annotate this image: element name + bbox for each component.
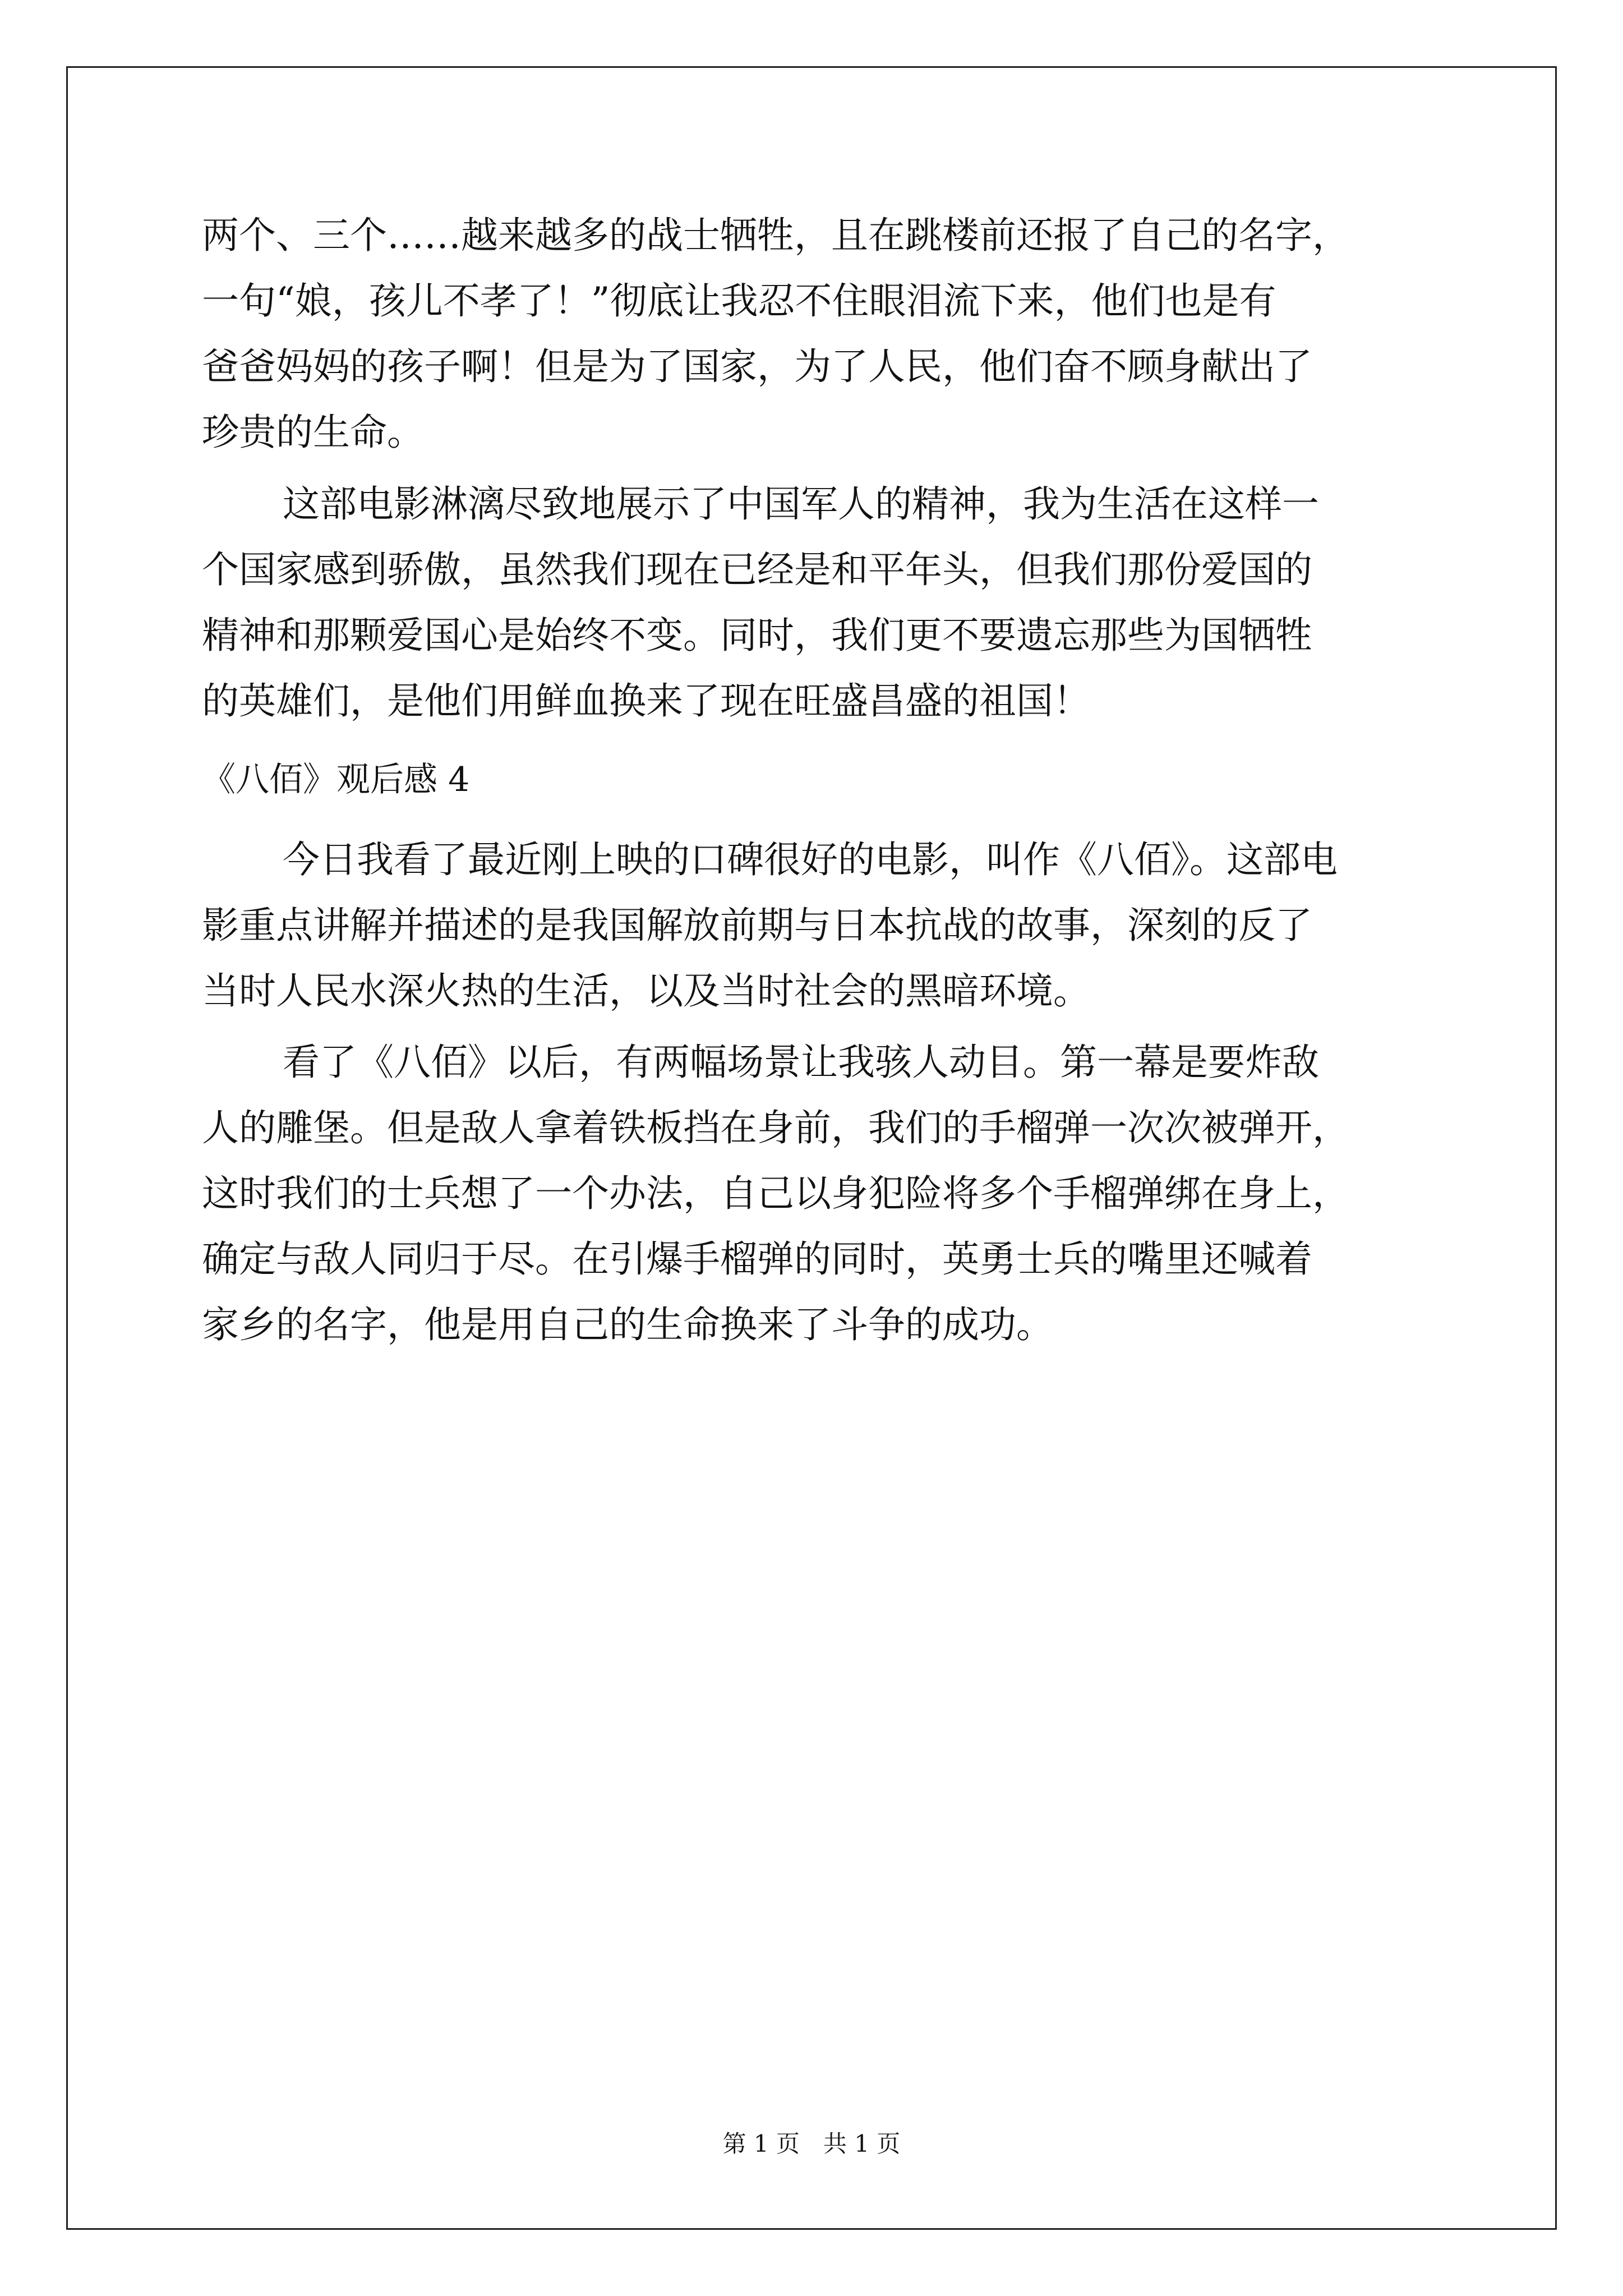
- paragraph-line: 珍贵的生命。: [202, 411, 424, 454]
- paragraph-line: 这部电影淋漓尽致地展示了中国军人的精神，我为生活在这样一: [283, 482, 1319, 526]
- paragraph-line: 影重点讲解并描述的是我国解放前期与日本抗战的故事，深刻的反了: [202, 904, 1312, 947]
- paragraph-line: 当时人民水深火热的生活，以及当时社会的黑暗环境。: [202, 969, 1090, 1013]
- paragraph-line: 这时我们的士兵想了一个办法，自己以身犯险将多个手榴弹绑在身上，: [202, 1172, 1349, 1215]
- paragraph-line: 人的雕堡。但是敌人拿着铁板挡在身前，我们的手榴弹一次次被弹开，: [202, 1106, 1349, 1149]
- paragraph-line: 确定与敌人同归于尽。在引爆手榴弹的同时，英勇士兵的嘴里还喊着: [202, 1237, 1312, 1281]
- paragraph-line: 两个、三个……越来越多的战士牺牲，且在跳楼前还报了自己的名字，: [202, 214, 1349, 257]
- paragraph-line: 看了《八佰》以后，有两幅场景让我骇人动目。第一幕是要炸敌: [283, 1041, 1319, 1084]
- paragraph-line: 个国家感到骄傲，虽然我们现在已经是和平年头，但我们那份爱国的: [202, 548, 1312, 591]
- paragraph-line: 爸爸妈妈的孩子啊！但是为了国家，为了人民，他们奋不顾身献出了: [202, 345, 1312, 388]
- paragraph-line: 家乡的名字，他是用自己的生命换来了斗争的成功。: [202, 1303, 1053, 1346]
- paragraph-line: 一句“娘，孩儿不孝了！”彻底让我忍不住眼泪流下来，他们也是有: [202, 279, 1276, 323]
- paragraph-line: 精神和那颗爱国心是始终不变。同时，我们更不要遗忘那些为国牺牲: [202, 614, 1312, 657]
- section-heading: 《八佰》观后感 4: [202, 760, 470, 799]
- page-footer: 第 1 页 共 1 页: [722, 2130, 901, 2157]
- paragraph-line: 的英雄们，是他们用鲜血换来了现在旺盛昌盛的祖国！: [202, 679, 1090, 723]
- paragraph-line: 今日我看了最近刚上映的口碑很好的电影，叫作《八佰》。这部电: [283, 838, 1338, 881]
